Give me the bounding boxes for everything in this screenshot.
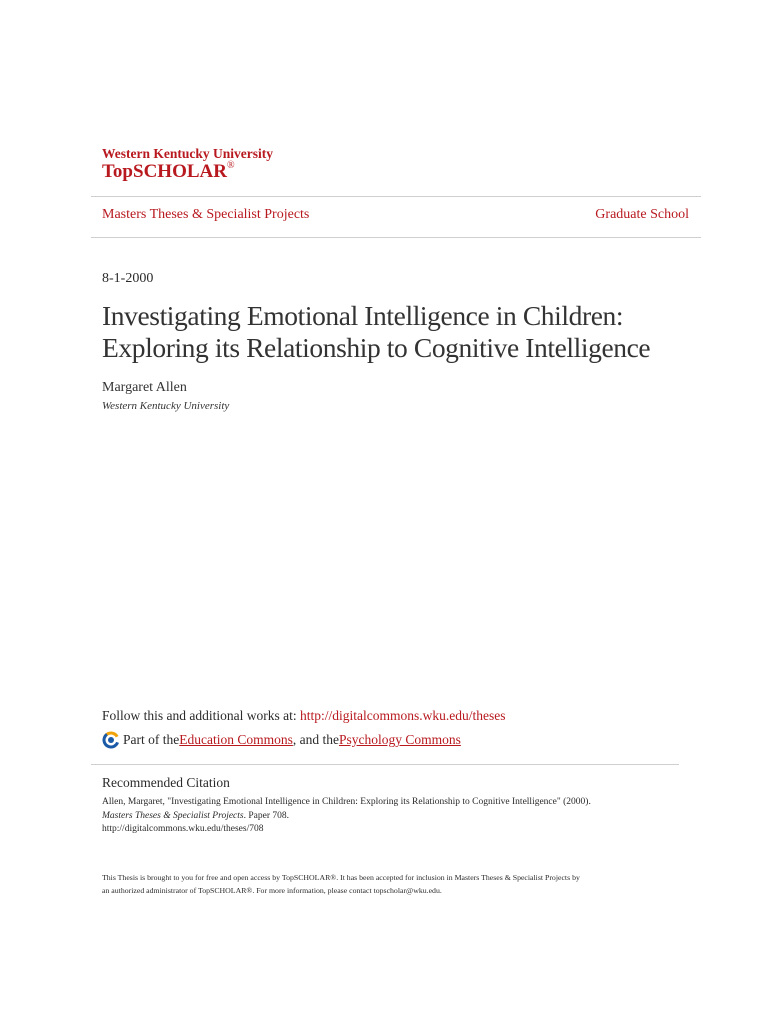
education-commons-link[interactable]: Education Commons — [179, 732, 293, 747]
paper-title-line-2: Exploring its Relationship to Cognitive Intelligence — [102, 332, 651, 363]
citation-series: Masters Theses & Specialist Projects — [102, 810, 244, 821]
author-affiliation: Western Kentucky University — [102, 400, 230, 412]
collection-link[interactable]: Masters Theses & Specialist Projects — [102, 207, 310, 222]
school-link[interactable]: Graduate School — [595, 207, 689, 222]
follow-url-link[interactable]: http://digitalcommons.wku.edu/theses — [300, 708, 506, 723]
psychology-commons-link[interactable]: Psychology Commons — [339, 732, 461, 747]
author-name[interactable]: Margaret Allen — [102, 380, 187, 395]
follow-prefix: Follow this and additional works at: — [102, 708, 300, 723]
follow-line — [102, 708, 505, 724]
part-of-line — [102, 731, 461, 749]
citation-block — [102, 796, 702, 837]
digital-commons-logo-icon — [102, 731, 120, 749]
repository-name — [102, 161, 235, 183]
citation-line-1: Allen, Margaret, "Investigating Emotional Intelligence in Children: Exploring its Relationship to Cognitive Intelligence" (2000). — [102, 797, 591, 807]
publication-date: 8-1-2000 — [102, 271, 154, 286]
citation-url[interactable]: http://digitalcommons.wku.edu/theses/708 — [102, 824, 264, 834]
notice-line-2: an authorized administrator of TopSCHOLAR®. For more information, please contact topscholar@wku.edu. — [102, 885, 442, 895]
citation-divider — [91, 764, 679, 765]
citation-heading: Recommended Citation — [102, 775, 230, 790]
registered-mark: ® — [226, 159, 235, 171]
part-of-prefix: Part of the — [123, 732, 180, 747]
top-divider — [91, 196, 701, 197]
institution-name: Western Kentucky University — [102, 146, 273, 161]
repository-name-text: TopSCHOLAR — [102, 161, 227, 182]
paper-title — [102, 300, 712, 364]
citation-line-2 — [102, 810, 702, 824]
paper-title-line-1: Investigating Emotional Intelligence in Children: — [102, 300, 624, 331]
citation-paper-number: . Paper 708. — [243, 810, 289, 821]
breadcrumb-divider — [91, 237, 701, 238]
access-notice — [102, 872, 702, 897]
notice-line-1: This Thesis is brought to you for free and open access by TopSCHOLAR®. It has been accepted for inclusion in Masters Theses & Specialist Projects by — [102, 873, 580, 882]
and-the-text: , and the — [292, 732, 339, 747]
